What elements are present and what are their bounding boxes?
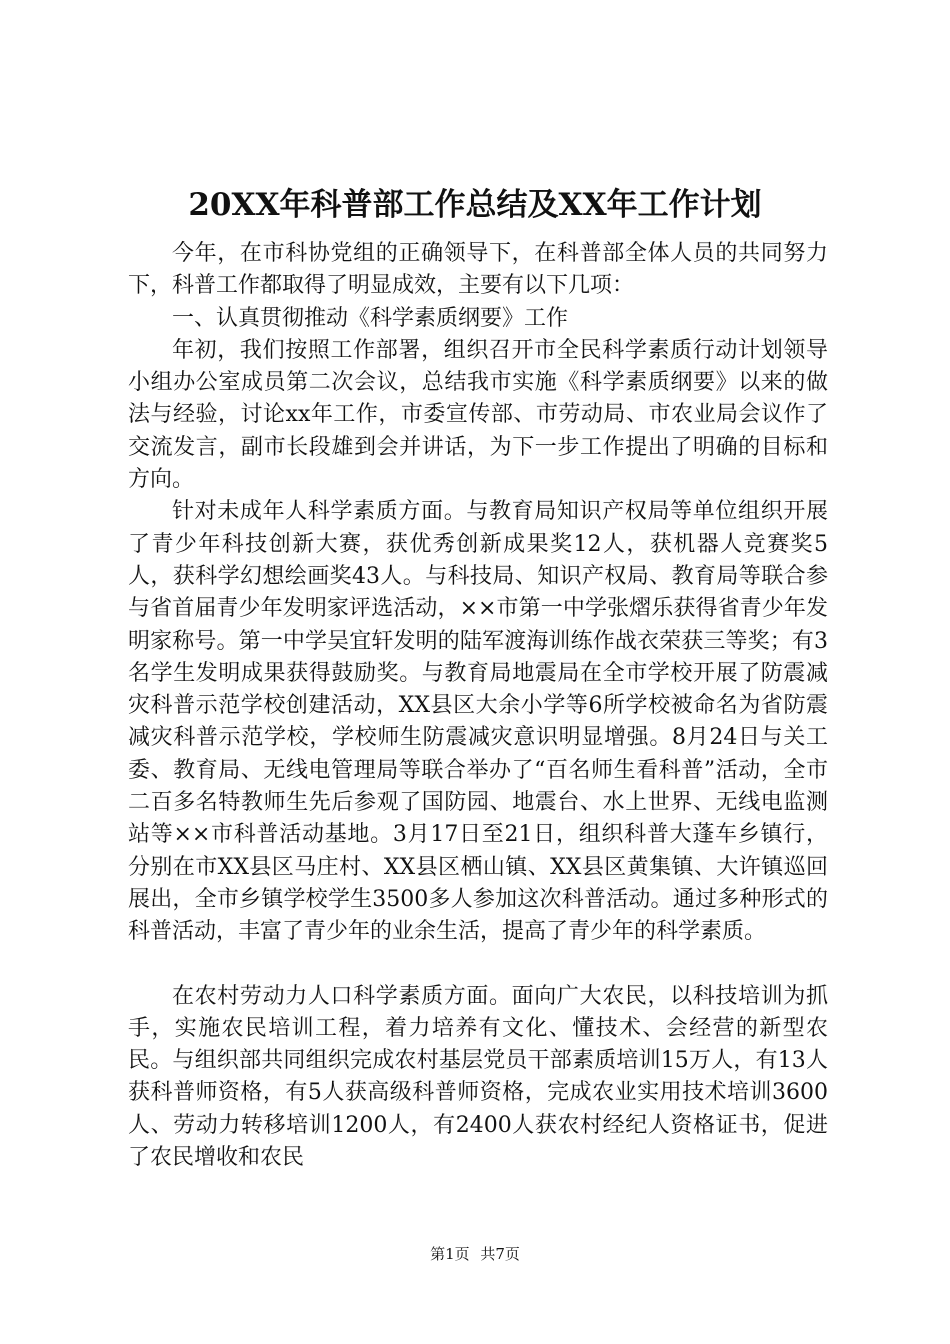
document-body [128,238,828,1174]
paragraph-early-year: 年初，我们按照工作部署，组织召开市全民科学素质行动计划领导小组办公室成员第二次会议，总结我市实施《科学素质纲要》以来的做法与经验，讨论xx年工作，市委宣传部、市劳动局、市农业局会议作了交流发言，副市长段雄到会并讲话，为下一步工作提出了明确的目标和方向。 [128,337,828,493]
paragraph-minors: 针对未成年人科学素质方面。与教育局知识产权局等单位组织开展了青少年科技创新大赛，获优秀创新成果奖12人，获机器人竞赛奖5人，获科学幻想绘画奖43人。与科技局、知识产权局、教育局等联合参与省首届青少年发明家评选活动，××市第一中学张熠乐获得省青少年发明家称号。第一中学吴宜轩发明的陆军渡海训练作战衣荣获三等奖；有3名学生发明成果获得鼓励奖。与教育局地震局在全市学校开展了防震减灾科普示范学校创建活动，XX县区大余小学等6所学校被命名为省防震减灾科普示范学校，学校师生防震减灾意识明显增强。8月24日与关工委、教育局、无线电管理局等联合举办了“百名师生看科普”活动，全市二百多名特教师生先后参观了国防园、地震台、水上世界、无线电监测站等××市科普活动基地。3月17日至21日，组织科普大蓬车乡镇行，分别在市XX县区马庄村、XX县区栖山镇、XX县区黄集镇、大许镇巡回展出，全市乡镇学校学生3500多人参加这次科普活动。通过多种形式的科普活动，丰富了青少年的业余生活，提高了青少年的科学素质。 [128,499,828,945]
paragraph-rural: 在农村劳动力人口科学素质方面。面向广大农民，以科技培训为抓手，实施农民培训工程，着力培养有文化、懂技术、会经营的新型农民。与组织部共同组织完成农村基层党员干部素质培训15万人，有13人获科普师资格，有5人获高级科普师资格，完成农业实用技术培训3600人、劳动力转移培训1200人，有2400人获农村经纪人资格证书，促进了农民增收和农民 [128,983,828,1171]
paragraph-intro: 今年，在市科协党组的正确领导下，在科普部全体人员的共同努力下，科普工作都取得了明显成效，主要有以下几项： [128,241,828,299]
document-title: 20XX年科普部工作总结及XX年工作计划 [188,187,762,223]
page-footer [0,1244,950,1264]
page-total: 共7页 [480,1245,520,1263]
section-heading: 一、认真贯彻推动《科学素质纲要》工作 [172,305,569,331]
page-number: 第1页 [430,1245,470,1263]
